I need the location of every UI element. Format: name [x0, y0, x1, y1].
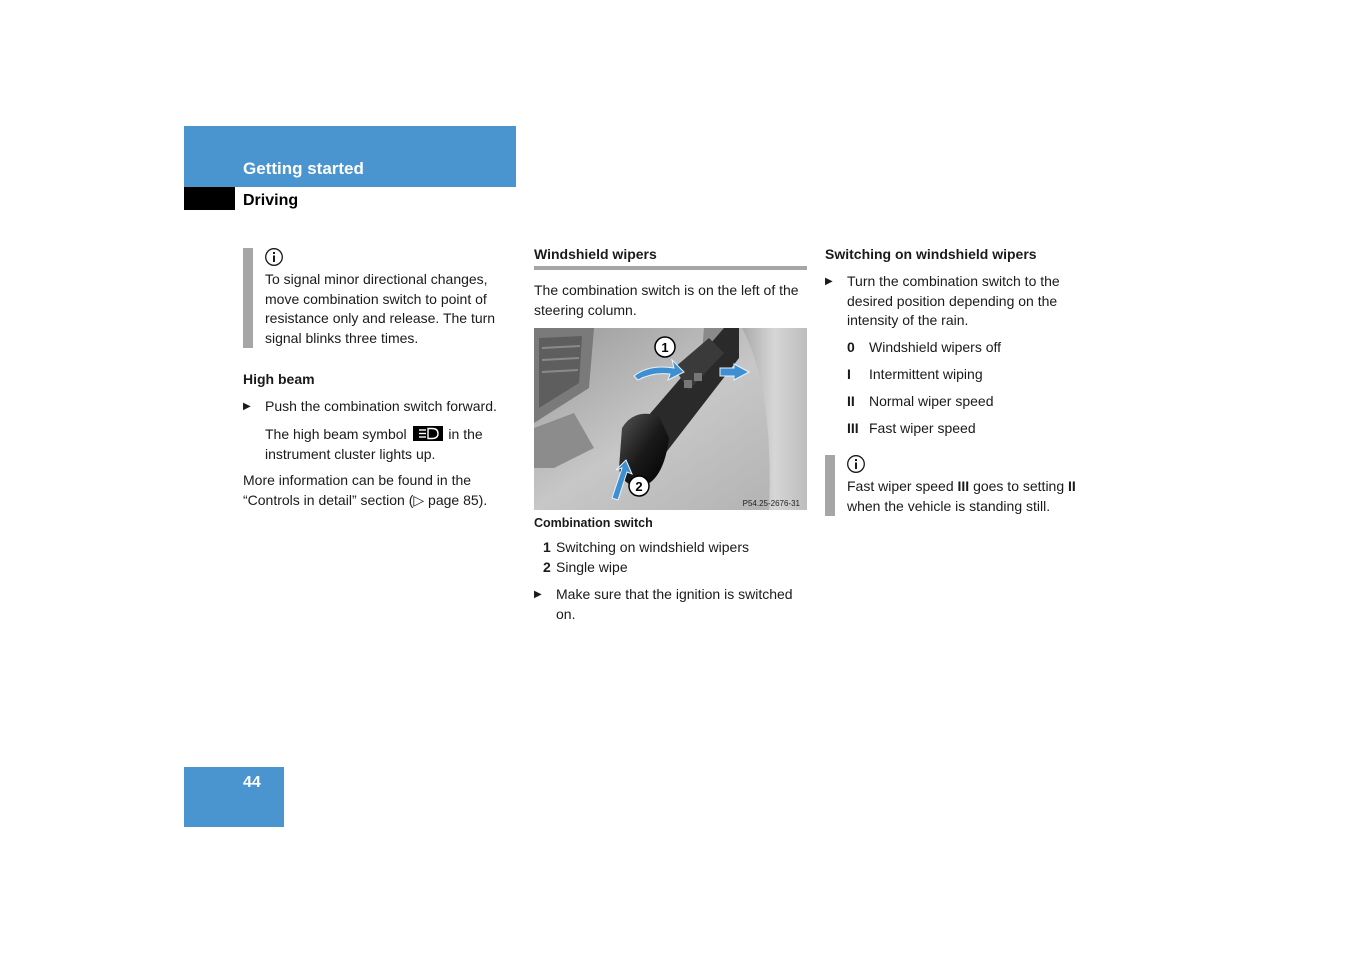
- switching-on-wipers-heading: Switching on windshield wipers: [825, 246, 1037, 262]
- wiper-positions-list: [847, 338, 1102, 446]
- high-beam-step-text: Push the combination switch forward.: [265, 398, 497, 414]
- triangle-bullet-icon: ▶: [534, 589, 542, 600]
- position-code: III: [847, 420, 859, 436]
- position-code: II: [847, 393, 855, 409]
- legend-num: 2: [543, 558, 551, 575]
- info-text-part: goes to setting: [973, 478, 1065, 494]
- callout-2: [629, 476, 649, 496]
- ignition-step-text: Make sure that the ignition is switched on.: [556, 586, 793, 622]
- callout-1: [655, 337, 675, 357]
- wiper-position: [847, 365, 1102, 385]
- position-text: Fast wiper speed: [869, 420, 976, 436]
- info-setting-ii: II: [1068, 478, 1076, 494]
- info-note-turn-signal: [243, 248, 516, 348]
- photo-legend: [543, 538, 808, 577]
- page-number: 44: [243, 774, 261, 791]
- section-marker: [184, 187, 235, 210]
- ignition-step: [534, 585, 809, 624]
- heading-rule: [534, 266, 807, 270]
- legend-text: Switching on windshield wipers: [556, 539, 749, 555]
- photo-caption: Combination switch: [534, 516, 653, 530]
- section-title: Getting started: [243, 159, 364, 178]
- turn-switch-step: [825, 272, 1100, 331]
- high-beam-result-after: in the instrument cluster lights up.: [265, 426, 483, 462]
- high-beam-heading: High beam: [243, 371, 315, 387]
- info-icon: [847, 455, 865, 473]
- high-beam-result-before: The high beam symbol: [265, 426, 407, 442]
- info-note-text: To signal minor directional changes, move combination switch to point of resistance only and release. The turn signal blinks three times.: [265, 271, 496, 346]
- info-text-part: when the vehicle is standing still.: [847, 497, 1051, 514]
- wiper-position: [847, 392, 1102, 412]
- position-text: Normal wiper speed: [869, 393, 994, 409]
- callout-2-label: 2: [635, 479, 643, 494]
- position-text: Intermittent wiping: [869, 366, 983, 382]
- info-text-part: Fast wiper speed: [847, 478, 954, 494]
- legend-item: [543, 558, 808, 578]
- combination-switch-illustration: [534, 328, 807, 510]
- info-note-text: [847, 477, 1107, 516]
- more-info-text: More information can be found in the “Controls in detail” section (▷ page 85).: [243, 472, 488, 508]
- info-note-fast-wiper: [825, 455, 1107, 516]
- high-beam-icon: [413, 426, 443, 441]
- legend-item: [543, 538, 808, 558]
- photo-code: P54.25-2676-31: [742, 499, 800, 508]
- position-code: I: [847, 366, 851, 382]
- high-beam-result: [265, 425, 515, 464]
- combination-switch-photo: [534, 328, 807, 510]
- wipers-intro: The combination switch is on the left of the steering column.: [534, 282, 799, 318]
- high-beam-step: [243, 397, 518, 417]
- wiper-position: [847, 338, 1102, 358]
- turn-switch-step-text: Turn the combination switch to the desired position depending on the intensity of the rain.: [847, 273, 1060, 328]
- position-text: Windshield wipers off: [869, 339, 1002, 355]
- subsection-title: Driving: [243, 192, 299, 209]
- windshield-wipers-heading: Windshield wipers: [534, 246, 657, 262]
- info-setting-iii: III: [957, 478, 970, 494]
- triangle-bullet-icon: ▶: [243, 401, 251, 412]
- callout-1-label: 1: [661, 340, 669, 355]
- wiper-position: [847, 419, 1102, 439]
- triangle-bullet-icon: ▶: [825, 276, 833, 287]
- page-number-box: [184, 767, 284, 827]
- position-code: 0: [847, 339, 855, 355]
- legend-num: 1: [543, 539, 551, 555]
- info-icon: [265, 248, 283, 266]
- legend-text: Single wipe: [556, 558, 628, 575]
